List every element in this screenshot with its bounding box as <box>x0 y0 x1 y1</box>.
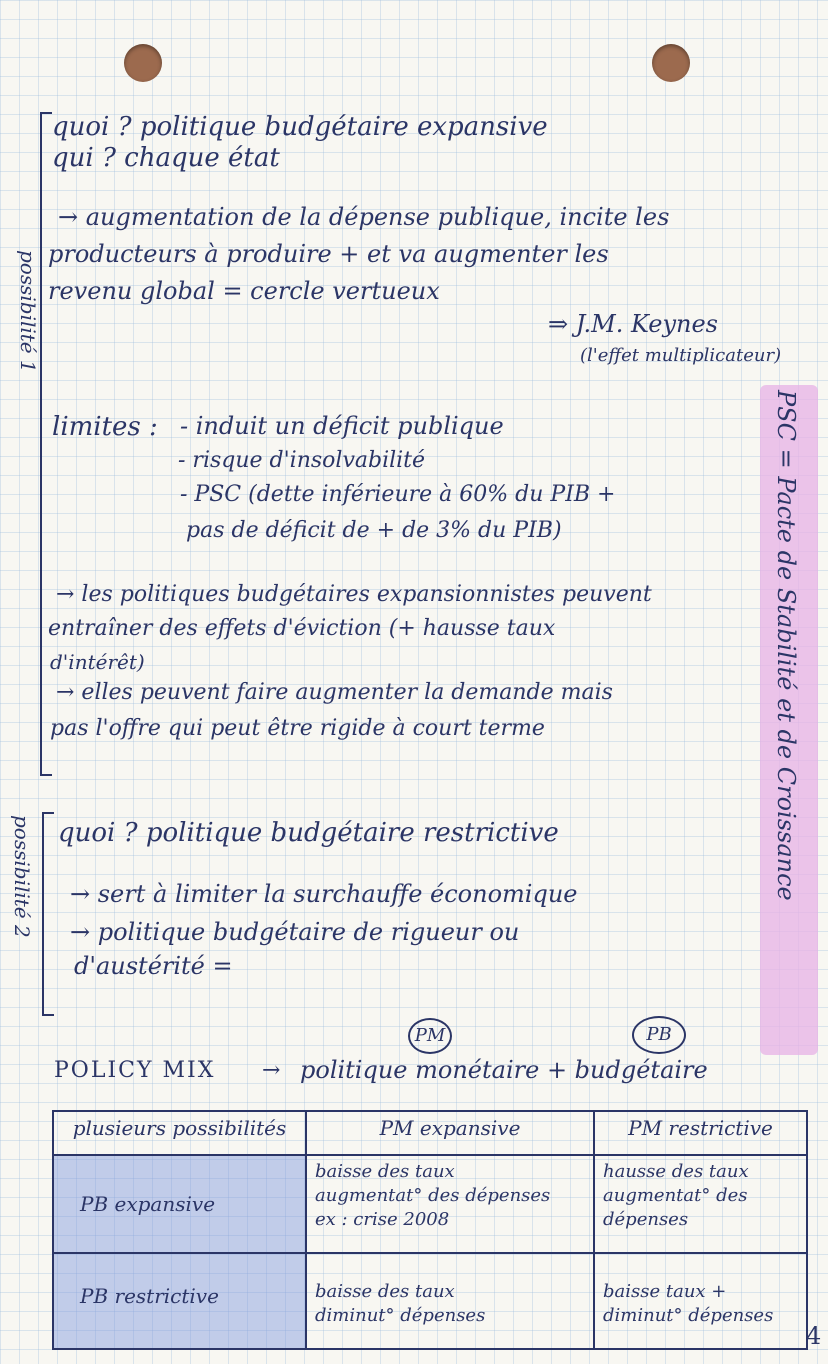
page-number: 4 <box>806 1322 822 1350</box>
point2-b: pas l'offre qui peut être rigide à court terme <box>50 716 545 741</box>
pb-circle: PB <box>632 1016 686 1054</box>
s2-line2: → sert à limiter la surchauffe économique <box>70 880 578 908</box>
cell-line: augmentat° des <box>603 1185 748 1206</box>
limits-title: limites : <box>52 412 158 442</box>
cell-line: diminut° dépenses <box>603 1305 774 1327</box>
binder-hole-right <box>652 44 690 82</box>
row-label <box>53 1253 306 1349</box>
point2-a: → elles peuvent faire augmenter la demande mais <box>56 680 613 705</box>
binder-hole-left <box>124 44 162 82</box>
limit-2: - risque d'insolvabilité <box>178 448 426 473</box>
row-label-text: PB expansive <box>80 1192 216 1216</box>
header-cell: PM restrictive <box>594 1111 807 1155</box>
row-label <box>53 1155 306 1253</box>
table-cell <box>594 1253 807 1349</box>
row-label-text: PB restrictive <box>80 1284 219 1309</box>
policy-mix-text: politique monétaire + budgétaire <box>300 1056 708 1084</box>
cell-line: augmentat° des dépenses <box>315 1185 551 1206</box>
cell-line: baisse taux + <box>603 1281 727 1303</box>
cell-line: hausse des taux <box>603 1161 749 1182</box>
table-cell <box>306 1155 594 1253</box>
header-cell: plusieurs possibilités <box>53 1111 306 1155</box>
s2-line4: d'austérité = <box>74 952 233 980</box>
table-cell <box>306 1253 594 1349</box>
point1-b: entraîner des effets d'éviction (+ hausse taux <box>48 616 556 641</box>
table-header-row <box>53 1111 807 1155</box>
section1-side-label: possibilité 1 <box>16 250 40 373</box>
limit-3b: pas de déficit de + de 3% du PIB) <box>186 518 562 543</box>
section2-bracket <box>42 812 54 1016</box>
s1-line4: producteurs à produire + et va augmenter les <box>48 240 609 268</box>
s1-line5: revenu global = cercle vertueux <box>48 277 440 305</box>
s1-line1: quoi ? politique budgétaire expansive <box>52 112 548 142</box>
policy-mix-title: POLICY MIX <box>54 1058 216 1083</box>
section1-bracket <box>40 112 52 776</box>
s1-line3: → augmentation de la dépense publique, incite les <box>58 203 670 231</box>
s2-line1: quoi ? politique budgétaire restrictive <box>58 818 559 848</box>
cell-line: baisse des taux <box>315 1281 455 1303</box>
cell-line: dépenses <box>603 1209 689 1230</box>
header-cell: PM expansive <box>306 1111 594 1155</box>
psc-note: PSC = Pacte de Stabilité et de Croissance <box>772 390 800 901</box>
table-cell <box>594 1155 807 1253</box>
policy-mix-table <box>52 1110 808 1350</box>
section2-side-label: possibilité 2 <box>10 815 34 938</box>
cell-line: diminut° dépenses <box>315 1305 486 1327</box>
cell-line: baisse des taux <box>315 1161 455 1182</box>
pm-circle: PM <box>408 1018 452 1054</box>
limit-1: - induit un déficit publique <box>180 412 504 440</box>
keynes-ref: ⇒ J.M. Keynes <box>548 310 718 338</box>
s1-line2: qui ? chaque état <box>52 143 280 173</box>
cell-line: ex : crise 2008 <box>315 1209 450 1230</box>
s2-line3: → politique budgétaire de rigueur ou <box>70 918 520 946</box>
point1-a: → les politiques budgétaires expansionnistes peuvent <box>56 582 652 607</box>
policy-mix-arrow: → <box>262 1058 281 1083</box>
point1-c: d'intérêt) <box>50 650 145 674</box>
table-row <box>53 1253 807 1349</box>
table-row <box>53 1155 807 1253</box>
multiplier-effect: (l'effet multiplicateur) <box>580 345 782 366</box>
limit-3: - PSC (dette inférieure à 60% du PIB + <box>180 482 616 507</box>
